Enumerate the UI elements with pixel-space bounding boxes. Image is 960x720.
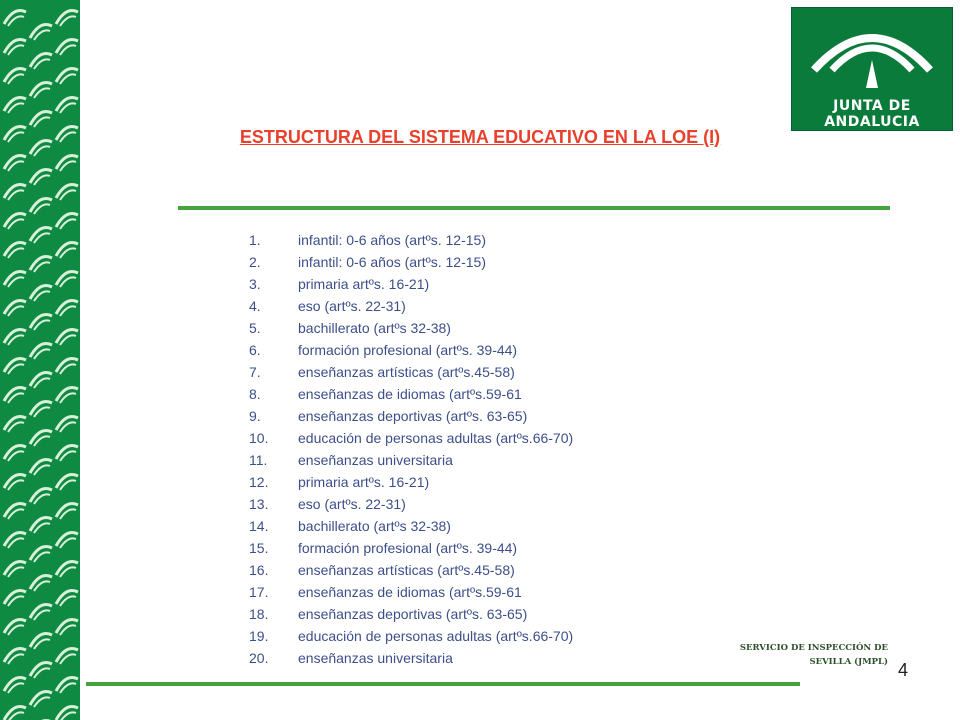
sidebar-motif (30, 315, 52, 331)
sidebar-motif (4, 417, 26, 433)
slide-title: ESTRUCTURA DEL SISTEMA EDUCATIVO EN LA LOE (I) (239, 127, 721, 147)
sidebar-motif (4, 591, 26, 607)
list-item-number: 4. (249, 298, 261, 314)
list-item-number: 7. (249, 364, 261, 380)
logo-text: JUNTA DE ANDALUCIA (824, 98, 920, 130)
sidebar-motif (4, 185, 26, 201)
list-item-number: 20. (249, 650, 269, 666)
list-item-text: enseñanzas de idiomas (artºs.59-61 (298, 386, 522, 402)
sidebar-motif (30, 663, 52, 679)
sidebar-motif (56, 417, 78, 433)
list-item-text: infantil: 0-6 años (artºs. 12-15) (298, 254, 486, 270)
sidebar-motif (30, 54, 52, 70)
list-item-number: 12. (249, 474, 269, 490)
sidebar-motif (56, 156, 78, 172)
sidebar-motif (4, 533, 26, 549)
sidebar-motif (56, 446, 78, 462)
sidebar-motif (4, 562, 26, 578)
list-item-text: eso (artºs. 22-31) (298, 496, 406, 512)
list-item-text: formación profesional (artºs. 39-44) (298, 540, 518, 556)
sidebar-motif (30, 25, 52, 41)
sidebar-motif (4, 11, 26, 27)
list-item-text: educación de personas adultas (artºs.66-70) (298, 430, 574, 446)
list-item-number: 2. (249, 254, 261, 270)
sidebar-motif (4, 446, 26, 462)
list-item-text: infantil: 0-6 años (artºs. 12-15) (298, 232, 486, 248)
sidebar-motif (30, 547, 52, 563)
list-item-number: 10. (249, 430, 269, 446)
list-item-number: 8. (249, 386, 261, 402)
sidebar-motif (4, 504, 26, 520)
sidebar-motif (30, 692, 52, 708)
sidebar-motif (4, 388, 26, 404)
list-item-number: 16. (249, 562, 269, 578)
list-item-text: primaria artºs. 16-21) (298, 276, 430, 292)
sidebar-motif (4, 330, 26, 346)
list-item-text: bachillerato (artºs 32-38) (298, 518, 451, 534)
sidebar-motif (56, 69, 78, 85)
sidebar-motif (30, 344, 52, 360)
sidebar-motif (4, 127, 26, 143)
sidebar-motif (4, 214, 26, 230)
sidebar-motif (56, 591, 78, 607)
sidebar-motif (4, 272, 26, 288)
list-item-number: 5. (249, 320, 261, 336)
sidebar-motif (30, 170, 52, 186)
list-item-text: enseñanzas artísticas (artºs.45-58) (298, 364, 515, 380)
sidebar-motif (4, 475, 26, 491)
sidebar-motif (56, 214, 78, 230)
sidebar-motif (30, 518, 52, 534)
list-item-number: 11. (249, 452, 268, 468)
top-divider (178, 206, 890, 210)
list-item-text: enseñanzas de idiomas (artºs.59-61 (298, 584, 522, 600)
sidebar-motif (4, 301, 26, 317)
list-item-text: enseñanzas artísticas (artºs.45-58) (298, 562, 515, 578)
list-item-text: bachillerato (artºs 32-38) (298, 320, 451, 336)
footer-line-1: SERVICIO DE INSPECCIÓN DE (739, 643, 888, 653)
junta-de-andalucia-logo (791, 7, 953, 131)
sidebar-motif (4, 69, 26, 85)
sidebar-motif (30, 634, 52, 650)
sidebar-motif (56, 272, 78, 288)
sidebar-motif (30, 199, 52, 215)
list-item-text: enseñanzas universitaria (298, 650, 453, 666)
sidebar-motif (4, 649, 26, 665)
sidebar-motif (56, 330, 78, 346)
sidebar-motif (4, 156, 26, 172)
list-item-text: educación de personas adultas (artºs.66-70) (298, 628, 574, 644)
sidebar-motif (30, 431, 52, 447)
list-item-number: 15. (249, 540, 269, 556)
sidebar-motif (56, 620, 78, 636)
decorative-sidebar (0, 0, 80, 720)
sidebar-motif (56, 649, 78, 665)
list-item-number: 3. (249, 276, 261, 292)
sidebar-motif (30, 112, 52, 128)
sidebar-motif (30, 257, 52, 273)
sidebar-motif (56, 301, 78, 317)
sidebar-motif (30, 576, 52, 592)
sidebar-motif (30, 373, 52, 389)
sidebar-motif (4, 620, 26, 636)
list-item-number: 14. (249, 518, 269, 534)
sidebar-motif (56, 678, 78, 694)
sidebar-motif (4, 359, 26, 375)
sidebar-motif (30, 402, 52, 418)
sidebar-motif (56, 185, 78, 201)
list-item-text: enseñanzas deportivas (artºs. 63-65) (298, 606, 528, 622)
sidebar-motif (4, 98, 26, 114)
sidebar-motif (56, 243, 78, 259)
footer-credit (728, 641, 888, 669)
list-item-text: formación profesional (artºs. 39-44) (298, 342, 518, 358)
sidebar-motif (56, 98, 78, 114)
sidebar-motif (56, 127, 78, 143)
sidebar-motif (56, 533, 78, 549)
sidebar-motif (30, 286, 52, 302)
list-item-number: 19. (249, 628, 269, 644)
sidebar-motif (56, 475, 78, 491)
footer-line-2: SEVILLA (JMPL) (809, 657, 888, 667)
list-item-number: 9. (249, 408, 261, 424)
list-item-number: 17. (249, 584, 269, 600)
list-item-number: 18. (249, 606, 269, 622)
sidebar-motif (30, 83, 52, 99)
list-item-text: eso (artºs. 22-31) (298, 298, 406, 314)
sidebar-motif (30, 141, 52, 157)
list-item-number: 1. (249, 232, 261, 248)
sidebar-motif (4, 243, 26, 259)
list-item-number: 13. (249, 496, 269, 512)
logo-arches-icon (792, 8, 952, 98)
list-item-text: enseñanzas deportivas (artºs. 63-65) (298, 408, 528, 424)
sidebar-motif (56, 388, 78, 404)
sidebar-motif (4, 678, 26, 694)
sidebar-motif (30, 228, 52, 244)
sidebar-motif (30, 605, 52, 621)
list-item-number: 6. (249, 342, 261, 358)
list-item-text: primaria artºs. 16-21) (298, 474, 430, 490)
page-number: 4 (897, 660, 908, 680)
sidebar-motif (56, 504, 78, 520)
sidebar-motif (56, 562, 78, 578)
sidebar-pattern (0, 0, 80, 720)
sidebar-motif (56, 359, 78, 375)
sidebar-motif (56, 11, 78, 27)
sidebar-motif (4, 707, 26, 720)
sidebar-motif (30, 489, 52, 505)
sidebar-motif (4, 40, 26, 56)
bottom-divider (86, 682, 800, 686)
list-item-text: enseñanzas universitaria (298, 452, 453, 468)
sidebar-motif (56, 707, 78, 720)
sidebar-motif (30, 460, 52, 476)
sidebar-motif (56, 40, 78, 56)
